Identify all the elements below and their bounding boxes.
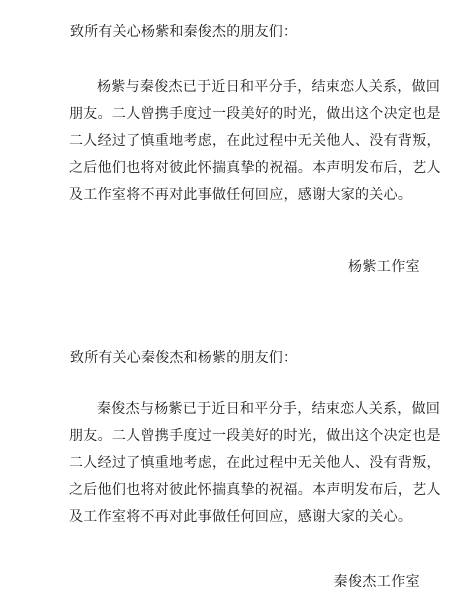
greeting-line: 致所有关心杨紫和秦俊杰的朋友们：	[70, 24, 298, 40]
statement-yang-zi-studio	[0, 0, 474, 300]
body-line: 之后他们也将对彼此怀揣真挚的祝福。本声明发布后，艺人	[69, 160, 441, 176]
body-line: 杨紫与秦俊杰已于近日和平分手，结束恋人关系，做回	[97, 79, 441, 95]
body-line: 及工作室将不再对此事做任何回应，感谢大家的关心。	[69, 187, 413, 203]
body-line: 秦俊杰与杨紫已于近日和平分手，结束恋人关系，做回	[97, 401, 441, 417]
statement-body	[69, 74, 441, 209]
body-line: 二人经过了慎重地考虑，在此过程中无关他人、没有背叛，	[69, 455, 441, 471]
greeting-line: 致所有关心秦俊杰和杨紫的朋友们：	[70, 350, 298, 366]
body-line: 朋友。二人曾携手度过一段美好的时光，做出这个决定也是	[69, 106, 441, 122]
body-line: 二人经过了慎重地考虑，在此过程中无关他人、没有背叛，	[69, 133, 441, 149]
body-line: 及工作室将不再对此事做任何回应，感谢大家的关心。	[69, 509, 413, 525]
statement-qin-junjie-studio	[0, 330, 474, 612]
signature: 杨紫工作室	[348, 259, 420, 275]
body-line: 朋友。二人曾携手度过一段美好的时光，做出这个决定也是	[69, 428, 441, 444]
signature: 秦俊杰工作室	[333, 574, 420, 590]
statement-body	[69, 396, 441, 531]
body-line: 之后他们也将对彼此怀揣真挚的祝福。本声明发布后，艺人	[69, 482, 441, 498]
